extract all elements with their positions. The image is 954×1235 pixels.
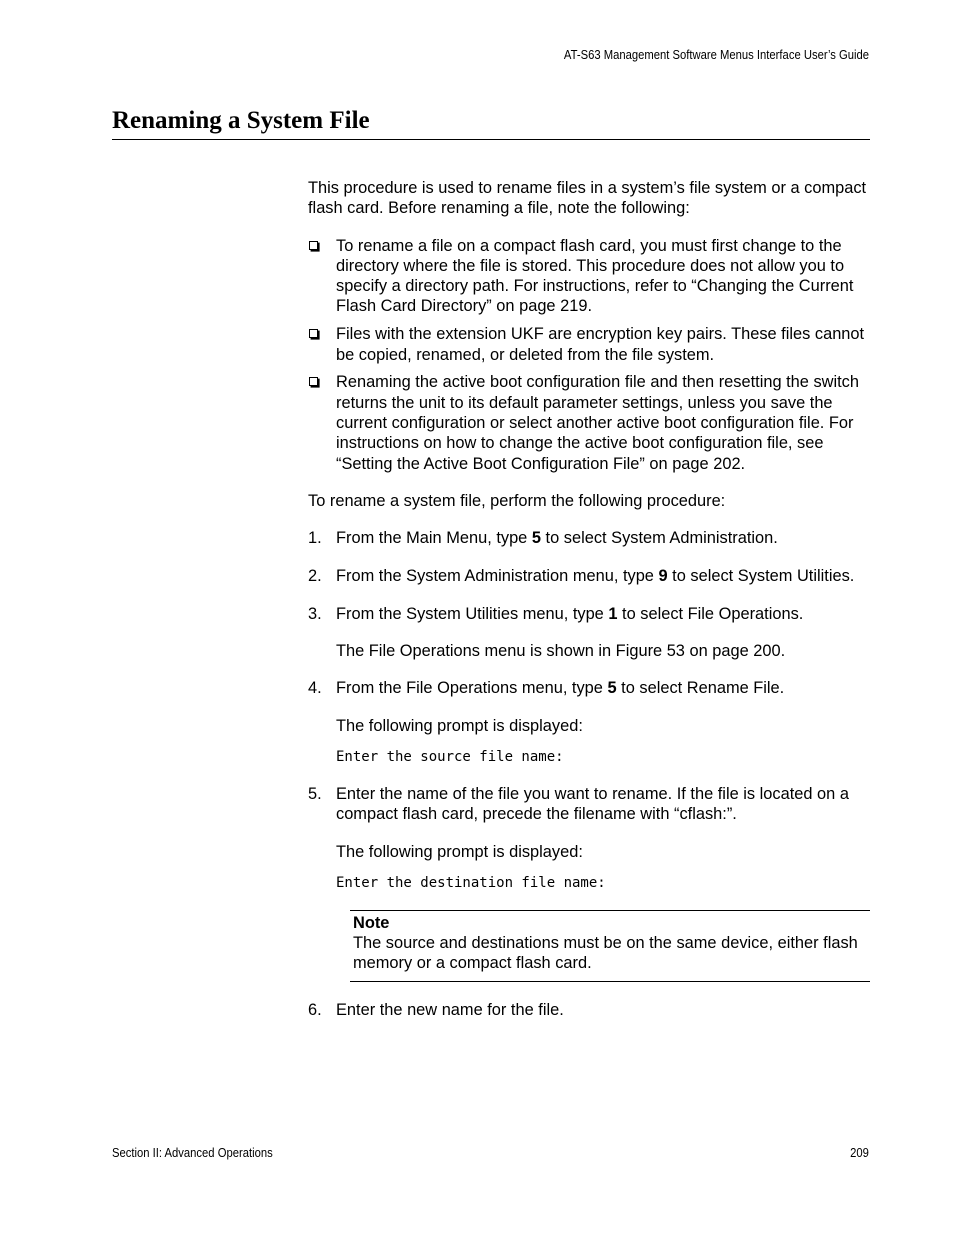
step-text: From the System Administration menu, type 9 to select System Utilities. bbox=[336, 566, 855, 585]
step-number: 6. bbox=[308, 1000, 322, 1019]
note-box bbox=[350, 910, 870, 982]
step-text: From the System Utilities menu, type 1 to select File Operations. bbox=[336, 604, 804, 623]
step-subtext: The following prompt is displayed: bbox=[336, 842, 583, 861]
page-number: 209 bbox=[850, 1146, 869, 1160]
checkbox-bullet-icon bbox=[309, 329, 318, 338]
step-item bbox=[308, 566, 870, 586]
bullet-text: Files with the extension UKF are encryption key pairs. These files cannot be copied, renamed, or deleted from the file system. bbox=[336, 325, 865, 364]
running-header: AT-S63 Management Software Menus Interface User’s Guide bbox=[563, 48, 869, 62]
step-item bbox=[308, 1000, 870, 1020]
step-number: 2. bbox=[308, 566, 322, 585]
step-number: 5. bbox=[308, 784, 322, 803]
procedure-steps bbox=[308, 528, 870, 1020]
step-item bbox=[308, 604, 870, 662]
notes-bullet-list bbox=[308, 236, 870, 474]
bullet-item bbox=[308, 324, 870, 365]
intro-paragraph: This procedure is used to rename files in a system’s file system or a compact flash card. Before renaming a file, note the following: bbox=[308, 179, 867, 218]
step-item bbox=[308, 784, 870, 982]
step-text: From the File Operations menu, type 5 to select Rename File. bbox=[336, 679, 785, 698]
prompt-code: Enter the destination file name: bbox=[336, 874, 606, 891]
menu-key: 5 bbox=[531, 529, 541, 548]
step-number: 3. bbox=[308, 604, 322, 623]
step-text: From the Main Menu, type 5 to select System Administration. bbox=[336, 529, 778, 548]
menu-key: 5 bbox=[607, 679, 617, 698]
step-subtext: The following prompt is displayed: bbox=[336, 716, 583, 735]
bullet-item bbox=[308, 236, 870, 317]
step-text: Enter the name of the file you want to rename. If the file is located on a compact flash card, precede the filename with “cflash:”. bbox=[336, 784, 849, 824]
step-subtext: The File Operations menu is shown in Figure 53 on page 200. bbox=[336, 642, 786, 661]
step-item bbox=[308, 528, 870, 548]
checkbox-bullet-icon bbox=[309, 241, 318, 250]
prompt-code: Enter the source file name: bbox=[336, 748, 564, 765]
bullet-text: To rename a file on a compact flash card, you must first change to the directory where the file is stored. This procedure does not allow you to specify a directory path. For instructions, refer to “Changing the Current Flash Card Directory” on page 219. bbox=[336, 236, 854, 316]
step-number: 4. bbox=[308, 679, 322, 698]
note-title: Note bbox=[353, 913, 390, 932]
footer-section: Section II: Advanced Operations bbox=[112, 1146, 273, 1160]
title-rule bbox=[112, 139, 870, 140]
step-item bbox=[308, 678, 870, 767]
body-text bbox=[308, 178, 870, 1020]
step-text: Enter the new name for the file. bbox=[336, 1000, 564, 1019]
menu-key: 9 bbox=[658, 566, 668, 585]
checkbox-bullet-icon bbox=[309, 377, 318, 386]
bullet-item bbox=[308, 372, 870, 473]
procedure-lead: To rename a system file, perform the following procedure: bbox=[308, 491, 726, 510]
section-title: Renaming a System File bbox=[112, 107, 370, 134]
note-text: The source and destinations must be on the same device, either flash memory or a compact flash card. bbox=[353, 934, 858, 973]
step-number: 1. bbox=[308, 529, 322, 548]
menu-key: 1 bbox=[608, 604, 618, 623]
bullet-text: Renaming the active boot configuration file and then resetting the switch returns the unit to its default parameter settings, unless you save the current configuration or select another active boot configuration file. For instructions on how to change the active boot configuration file, see “Setting the Active Boot Configuration File” on page 202. bbox=[336, 373, 859, 473]
